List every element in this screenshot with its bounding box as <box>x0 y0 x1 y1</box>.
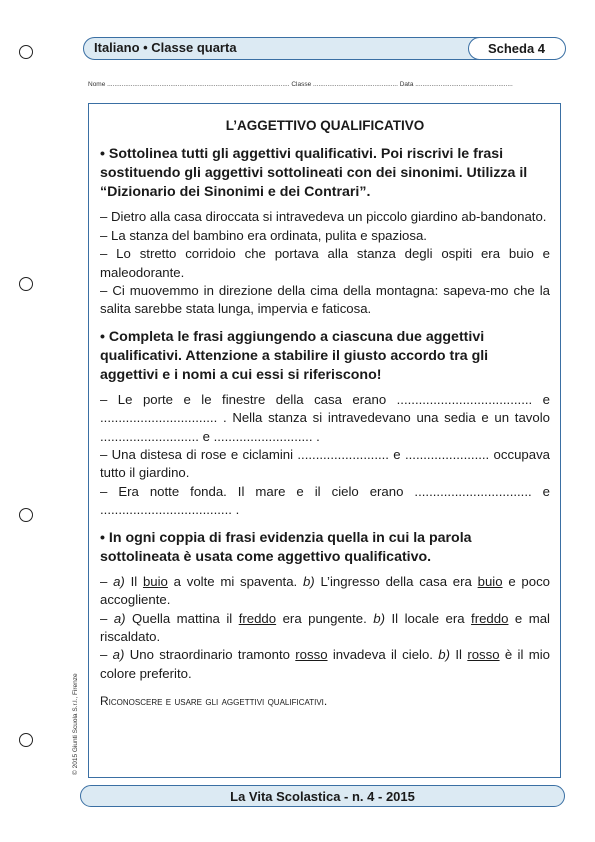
scheda-label: Scheda 4 <box>468 37 566 60</box>
binder-hole-4 <box>19 733 33 747</box>
binder-hole-1 <box>19 45 33 59</box>
binder-hole-2 <box>19 277 33 291</box>
exercise1-item: – La stanza del bambino era ordinata, pulita e spaziosa. <box>100 227 427 243</box>
exercise2-instruction: • Completa le frasi aggiungendo a ciascuna due aggettivi qualificativi. Attenzione a stabilire il giusto accordo tra gli aggettivi e i nomi a cui essi si riferiscono! <box>100 328 489 383</box>
copyright-notice: © 2015 Giunti Scuola S.r.l., Firenze <box>72 673 79 775</box>
exercise3-pair: – a) Uno straordinario tramonto rosso invadeva il cielo. b) Il rosso è il mio colore preferito. <box>100 647 551 681</box>
binder-hole-3 <box>19 508 33 522</box>
sentence-text: L’ingresso della casa era <box>320 573 478 589</box>
sentence-text: a volte mi spaventa. <box>167 573 303 589</box>
underlined-word: freddo <box>471 610 509 626</box>
underlined-word: buio <box>477 573 503 589</box>
exercise1-instruction: • Sottolinea tutti gli aggettivi qualificativi. Poi riscrivi le frasi sostituendo gli aggettivi sottolineati con dei sinonimi. Utilizza il “Dizionario dei Sinonimi e dei Contrari”. <box>100 146 528 201</box>
underlined-word: buio <box>142 573 168 589</box>
page-title: L’AGGETTIVO QUALIFICATIVO <box>225 118 425 133</box>
sentence-text: Il <box>455 647 468 663</box>
learning-objective: Riconoscere e usare gli aggettivi qualificativi. <box>100 694 328 709</box>
option-b-label: b) <box>302 573 315 589</box>
sentence-text: e mal riscaldato. <box>100 610 550 644</box>
sentence-text: Il locale era <box>391 610 472 626</box>
option-a-label: a) <box>113 573 125 589</box>
option-a-label: a) <box>113 610 126 626</box>
underlined-word: freddo <box>238 610 277 626</box>
exercise1-item: – Dietro alla casa diroccata si intravedeva un piccolo giardino ab-bandonato. <box>100 209 547 225</box>
sentence-text: invadeva il cielo. <box>327 647 439 663</box>
option-b-label: b) <box>438 647 451 663</box>
sentence-text: è il mio colore preferito. <box>100 647 551 681</box>
sentence-text: Il <box>130 573 143 589</box>
exercise3-pair: – a) Quella mattina il freddo era pungente. b) Il locale era freddo e mal riscaldato. <box>100 610 550 644</box>
option-a-label: a) <box>112 647 125 663</box>
sentence-text: Uno straordinario tramonto <box>129 647 296 663</box>
header-bar <box>83 37 565 60</box>
underlined-word: rosso <box>467 647 500 663</box>
exercise2-item: – Era notte fonda. Il mare e il cielo erano ................................ e .................................... . <box>100 483 550 518</box>
exercise1-item: – Lo stretto corridoio che portava alla stanza degli ospiti era buio e maleodorante. <box>100 246 550 280</box>
worksheet-content <box>100 117 550 711</box>
sentence-text: e poco accogliente. <box>100 573 550 608</box>
exercise3-pair: – a) Il buio a volte mi spaventa. b) L’ingresso della casa era buio e poco accogliente. <box>100 573 550 608</box>
sentence-text: Quella mattina il <box>132 610 239 626</box>
exercise1-item: – Ci muovemmo in direzione della cima della montagna: sapeva-mo che la salita sarebbe stata lunga, impervia e faticosa. <box>100 283 550 317</box>
subject-title: Italiano • Classe quarta <box>94 40 237 55</box>
sentence-text: era pungente. <box>276 610 374 626</box>
underlined-word: rosso <box>295 647 328 663</box>
footer-bar: La Vita Scolastica - n. 4 - 2015 <box>80 785 565 807</box>
option-b-label: b) <box>373 610 386 626</box>
exercise2-item: – Una distesa di rose e ciclamini ......................... e ....................... occupava tutto il giardino. <box>100 447 550 481</box>
exercise3-instruction: • In ogni coppia di frasi evidenzia quella in cui la parola sottolineata è usata come aggettivo qualificativo. <box>100 529 472 565</box>
name-class-date-line: Nome ..................................................................................................... Classe ............................................... Data ...................................................... <box>88 81 513 88</box>
exercise2-item: – Le porte e le finestre della casa erano ..................................... e ................................ . Nella stanza si intravedevano una sedia e un tavolo ........................... e ........................... . <box>100 391 550 444</box>
